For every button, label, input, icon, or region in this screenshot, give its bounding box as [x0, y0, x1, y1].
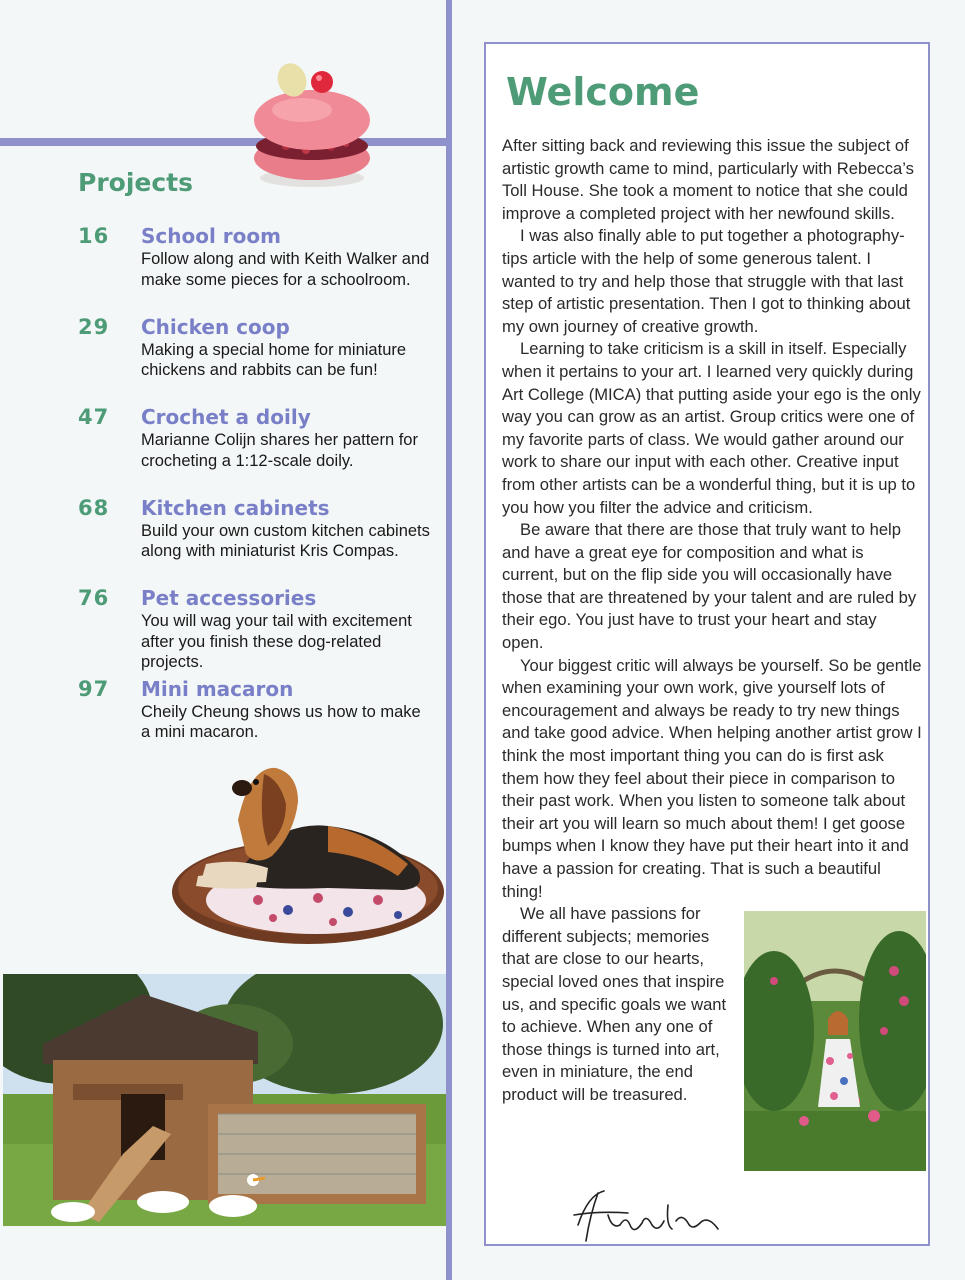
page-number: 97 — [78, 676, 110, 701]
project-description: Making a special home for miniature chickens and rabbits can be fun! — [141, 340, 407, 379]
letter-paragraph: We all have passions for different subjects; memories that are close to our hearts, special loved ones that inspire us, and specific goals we want to achieve. When any one of those things is turned into art, even in miniature, the end product will be treasured. — [502, 904, 727, 1104]
project-description: Follow along and with Keith Walker and make some pieces for a schoolroom. — [141, 250, 430, 289]
project-title[interactable]: Crochet a doily — [141, 405, 311, 429]
macaron-image — [246, 58, 376, 190]
project-description: Build your own custom kitchen cabinets along with miniaturist Kris Compas. — [141, 521, 430, 560]
dog-bed-image — [168, 760, 448, 960]
project-item-kitchen-cabinets[interactable] — [78, 494, 428, 585]
welcome-heading: Welcome — [506, 70, 700, 114]
page-number: 68 — [78, 495, 110, 520]
projects-list — [78, 222, 428, 765]
letter-paragraph: Be aware that there are those that truly want to help and have a great eye for composition and what is current, but on the flip side you will occasionally have those that are threatened by your talent and are ruled by their ego. You just have to trust your heart and stay open. — [502, 520, 917, 653]
chicken-coop-image — [3, 974, 446, 1226]
project-item-school-room[interactable] — [78, 222, 428, 313]
letter-paragraph: Your biggest critic will always be yourself. So be gentle when examining your own work, give yourself lots of encouragement and always be ready to try new things and take good advice. When helping another artist grow I think the most important thing you can do is first ask them how they feel about their piece in comparison to their past work. When you listen to someone talk about their art you will learn so much about them! I get goose bumps when I know they have put their heart into it and have a passion for creating. That is such a beautiful thing! — [502, 655, 922, 901]
project-title[interactable]: Chicken coop — [141, 314, 290, 339]
letter-paragraph: Learning to take criticism is a skill in itself. Especially when it pertains to your art. I learned very quickly during Art College (MICA) that putting aside your ego is the only way you can grow as an artist. Group critics were one of my favorite parts of class. We would gather around our work to share our input with each other. Creative input from other artists can be a wonderful thing, but it is up to you how you filter the advice and criticism. — [502, 339, 921, 517]
project-title[interactable]: Pet accessories — [141, 586, 317, 610]
letter-paragraph: I was also finally able to put together a photography-tips article with the help of some generous talent. I wanted to try and help those that struggle with that last step of artistic presentation. Then I got to thinking about my own journey of creative growth. — [502, 226, 911, 336]
column-divider — [446, 0, 452, 1280]
editor-letter — [502, 135, 922, 1173]
editor-signature — [568, 1185, 728, 1245]
top-rule — [0, 138, 446, 146]
page-number: 76 — [78, 586, 110, 610]
project-item-chicken-coop[interactable] — [78, 313, 428, 404]
project-item-pet-accessories[interactable] — [78, 584, 428, 675]
editor-photo-wrapper — [744, 911, 932, 1173]
projects-heading: Projects — [78, 168, 194, 197]
editor-photo — [744, 911, 926, 1171]
project-title[interactable]: School room — [141, 224, 281, 248]
project-description: Cheily Cheung shows us how to make a mini macaron. — [141, 702, 421, 741]
project-description: Marianne Colijn shares her pattern for crocheting a 1:12-scale doily. — [141, 431, 418, 470]
project-item-crochet-doily[interactable] — [78, 403, 428, 494]
project-title[interactable]: Kitchen cabinets — [141, 495, 330, 520]
project-item-mini-macaron[interactable] — [78, 675, 428, 766]
page-number: 47 — [78, 405, 110, 429]
project-description: You will wag your tail with excitement after you finish these dog-related projects. — [141, 612, 412, 671]
page-number: 16 — [78, 224, 110, 248]
project-title[interactable]: Mini macaron — [141, 676, 294, 701]
page-number: 29 — [78, 314, 110, 339]
letter-paragraph: After sitting back and reviewing this issue the subject of artistic growth came to mind, particularly with Rebecca’s Toll House. She took a moment to notice that she could improve a completed project with her newfound skills. — [502, 136, 914, 223]
